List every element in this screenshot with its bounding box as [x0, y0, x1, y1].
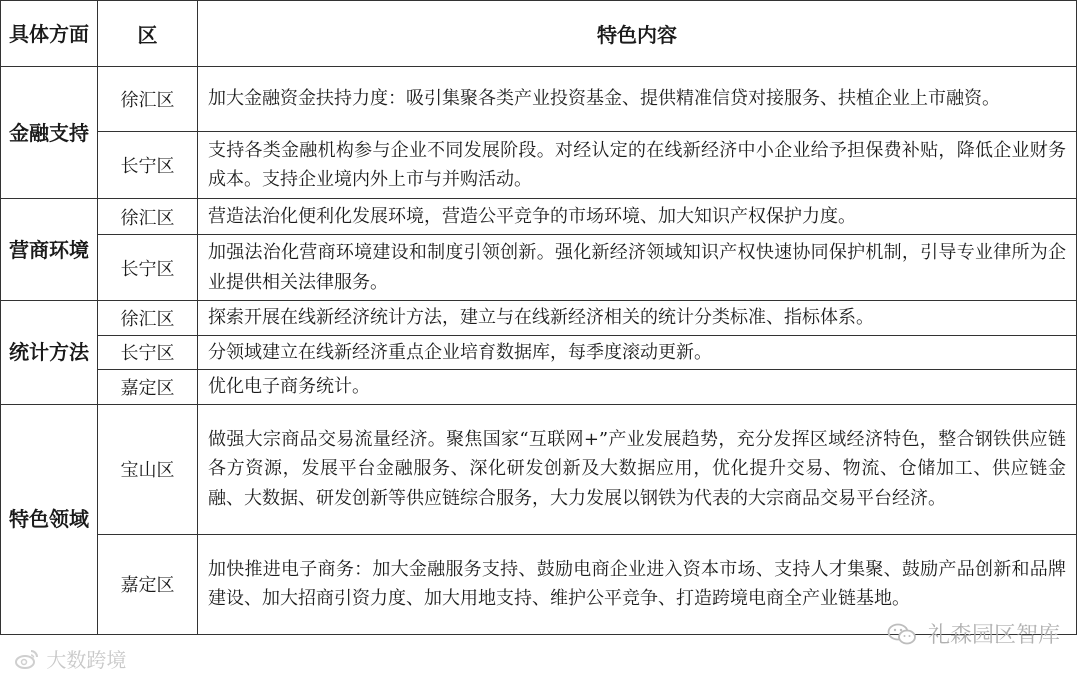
- district-cell: 嘉定区: [98, 370, 198, 405]
- content-cell: 加快推进电子商务：加大金融服务支持、鼓励电商企业进入资本市场、支持人才集聚、鼓励产品创新和品牌建设、加大招商引资力度、加大用地支持、维护公平竞争、打造跨境电商全产业链基地。: [198, 534, 1077, 634]
- district-cell: 长宁区: [98, 335, 198, 370]
- category-cell: 营商环境: [1, 199, 98, 301]
- table-row: [1, 301, 1077, 336]
- table-row: [1, 335, 1077, 370]
- table-row: [1, 132, 1077, 199]
- table-row: [1, 370, 1077, 405]
- watermark-left-text: 大数跨境: [46, 648, 127, 672]
- district-cell: 宝山区: [98, 404, 198, 534]
- header-content: 特色内容: [198, 1, 1077, 67]
- district-cell: 徐汇区: [98, 199, 198, 235]
- content-cell: 支持各类金融机构参与企业不同发展阶段。对经认定的在线新经济中小企业给予担保费补贴，降低企业财务成本。支持企业境内外上市与并购活动。: [198, 132, 1077, 199]
- table-row: [1, 67, 1077, 132]
- table-row: [1, 199, 1077, 235]
- district-cell: 嘉定区: [98, 534, 198, 634]
- district-cell: 徐汇区: [98, 67, 198, 132]
- category-cell: 统计方法: [1, 301, 98, 405]
- watermark-left: [14, 644, 126, 673]
- content-cell: 优化电子商务统计。: [198, 370, 1077, 405]
- district-cell: 徐汇区: [98, 301, 198, 336]
- category-cell: 金融支持: [1, 67, 98, 199]
- header-aspect: 具体方面: [1, 1, 98, 67]
- content-cell: 探索开展在线新经济统计方法，建立与在线新经济相关的统计分类标准、指标体系。: [198, 301, 1077, 336]
- watermark-right: [887, 618, 1060, 649]
- wechat-icon: [887, 622, 917, 646]
- table-row: [1, 404, 1077, 534]
- category-cell: 特色领域: [1, 404, 98, 634]
- header-district: 区: [98, 1, 198, 67]
- content-cell: 加强法治化营商环境建设和制度引领创新。强化新经济领域知识产权快速协同保护机制，引导专业律所为企业提供相关法律服务。: [198, 235, 1077, 301]
- district-cell: 长宁区: [98, 235, 198, 301]
- content-cell: 加大金融资金扶持力度：吸引集聚各类产业投资基金、提供精准信贷对接服务、扶植企业上市融资。: [198, 67, 1077, 132]
- weibo-icon: [14, 648, 40, 670]
- district-cell: 长宁区: [98, 132, 198, 199]
- content-cell: 营造法治化便利化发展环境，营造公平竞争的市场环境、加大知识产权保护力度。: [198, 199, 1077, 235]
- content-cell: 做强大宗商品交易流量经济。聚焦国家“互联网+”产业发展趋势，充分发挥区域经济特色，整合钢铁供应链各方资源，发展平台金融服务、深化研发创新及大数据应用，优化提升交易、物流、仓储加工、供应链金融、大数据、研发创新等供应链综合服务，大力发展以钢铁为代表的大宗商品交易平台经济。: [198, 404, 1077, 534]
- watermark-right-text: 礼森园区智库: [927, 623, 1060, 648]
- table-row: [1, 235, 1077, 301]
- table-header-row: [1, 1, 1077, 67]
- content-cell: 分领域建立在线新经济重点企业培育数据库，每季度滚动更新。: [198, 335, 1077, 370]
